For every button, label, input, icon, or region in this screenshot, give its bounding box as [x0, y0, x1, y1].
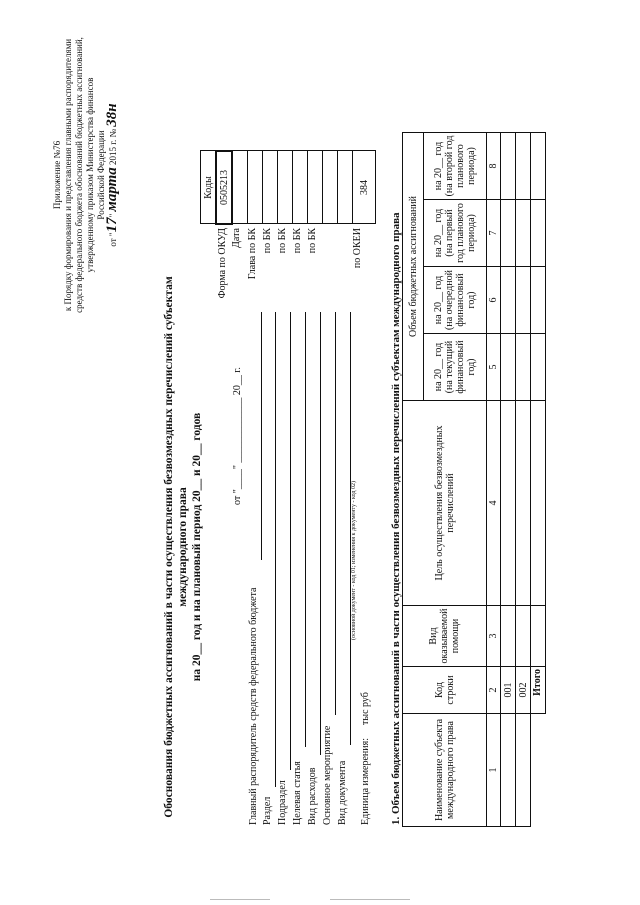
appendix-month: марта — [104, 167, 120, 212]
cell-purpose — [531, 401, 546, 606]
label-po-bk: по БК — [292, 228, 303, 254]
label-chapter: Глава по БК — [247, 228, 258, 280]
cell-aid — [531, 606, 546, 667]
target-code — [293, 151, 308, 224]
document-title — [162, 257, 204, 837]
col-number: 1 — [487, 714, 501, 827]
field-unit-value: тыс руб — [360, 692, 371, 725]
cell-value — [531, 200, 546, 267]
header-aid: Вид оказываемой помощи — [403, 606, 487, 667]
label-po-bk: по БК — [262, 228, 273, 254]
cell-value — [516, 133, 531, 200]
field-target-article: Целевая статья — [292, 761, 303, 825]
label-po-bk: по БК — [277, 228, 288, 254]
header-name: Наименование субъекта международного права — [403, 714, 487, 827]
cell-value — [516, 334, 531, 401]
fill-line — [335, 312, 336, 715]
cell-value — [501, 133, 516, 200]
appendix-line: к Порядку формирования и представления главными распорядителями — [63, 38, 73, 312]
fill-line — [320, 312, 321, 755]
header-col7: на 20__ год (на первый год планового периода) — [424, 200, 487, 267]
appendix-order-no: 38н — [104, 103, 120, 127]
cell-value — [516, 200, 531, 267]
section-code — [263, 151, 278, 224]
col-number: 2 — [487, 667, 501, 714]
budget-table — [402, 132, 546, 827]
table-row — [516, 133, 531, 827]
col-number: 6 — [487, 267, 501, 334]
field-subsection: Подраздел — [277, 780, 288, 825]
chapter-code — [248, 151, 263, 224]
field-expense-type: Вид расходов — [307, 767, 318, 825]
table-row — [501, 133, 516, 827]
col-number: 7 — [487, 200, 501, 267]
field-doc-type: Вид документа — [337, 760, 348, 825]
date-code — [232, 151, 248, 224]
cell-code: 001 — [501, 667, 516, 714]
col-number: 8 — [487, 133, 501, 200]
fill-line — [305, 312, 306, 747]
appendix-line: Российской Федерации — [96, 130, 106, 220]
cell-name — [516, 714, 531, 827]
appendix-date: от "17" марта 2015 г. № 38н — [104, 103, 120, 247]
cell-aid — [501, 606, 516, 667]
col-number: 3 — [487, 606, 501, 667]
appendix-line: средств федерального бюджета обоснований бюджетных ассигнований, — [74, 37, 84, 313]
cell-name — [501, 714, 516, 827]
appendix-line: утвержденному приказом Министерства финансов — [85, 77, 95, 273]
title-line-1: Обоснования бюджетных ассигнований в части осуществления безвозмездных перечислений субъектам международного права — [163, 276, 189, 818]
field-unit: Единица измерения: — [360, 738, 371, 825]
event-code — [323, 151, 338, 224]
field-main-manager: Главный распорядитель средств федерального бюджета — [248, 587, 259, 825]
total-row — [531, 133, 546, 827]
total-label: Итого — [531, 667, 546, 714]
col-number: 5 — [487, 334, 501, 401]
doc-type-note: (основной документ - код 01; изменения к документу - код 02) — [351, 481, 357, 640]
codes-box — [200, 150, 376, 225]
appendix-block — [52, 5, 119, 345]
okud-code: 0505213 — [216, 151, 232, 224]
label-po-bk: по БК — [307, 228, 318, 254]
field-main-event: Основное мероприятие — [322, 725, 333, 825]
cell-value — [501, 200, 516, 267]
doc-type-code — [338, 151, 353, 224]
codes-table — [200, 150, 376, 225]
cell-purpose — [516, 401, 531, 606]
cell-value — [531, 267, 546, 334]
cell-aid — [516, 606, 531, 667]
okei-code: 384 — [353, 151, 376, 224]
codes-header: Коды — [201, 151, 217, 224]
fill-line — [290, 312, 291, 770]
header-group: Объем бюджетных ассигнований — [403, 133, 424, 401]
appendix-day: 17 — [104, 217, 120, 233]
label-date: Дата — [231, 228, 242, 248]
cell-purpose — [501, 401, 516, 606]
header-col6: на 20__ год (на очередной финансовый год) — [424, 267, 487, 334]
label-okud: Форма по ОКУД — [217, 228, 228, 299]
header-col8: на 20__ год (на второй год планового периода) — [424, 133, 487, 200]
field-section: Раздел — [262, 796, 273, 825]
cell-value — [501, 267, 516, 334]
cell-value — [531, 334, 546, 401]
fill-line — [261, 312, 262, 560]
fill-line — [275, 312, 276, 787]
col-number: 4 — [487, 401, 501, 606]
appendix-number: Приложение №76 — [52, 140, 62, 210]
cell-value — [516, 267, 531, 334]
cell-value — [501, 334, 516, 401]
cell-code: 002 — [516, 667, 531, 714]
cell-value — [531, 133, 546, 200]
expense-code — [308, 151, 323, 224]
title-line-2: на 20__ год и на плановый период 20__ и 20__ годов — [191, 412, 203, 682]
header-col5: на 20__ год (на текущий финансовый год) — [424, 334, 487, 401]
header-purpose: Цель осуществления безвозмездных перечислений — [403, 401, 487, 606]
header-code: Код строки — [403, 667, 487, 714]
label-okei: по ОКЕИ — [352, 228, 363, 269]
subsection-code — [278, 151, 293, 224]
section-1-heading: 1. Объем бюджетных ассигнований в части осуществления безвозмездных перечислений субъектам международного права — [390, 212, 402, 825]
document-date-line: от "____" _____________ 20__ г. — [232, 367, 243, 505]
